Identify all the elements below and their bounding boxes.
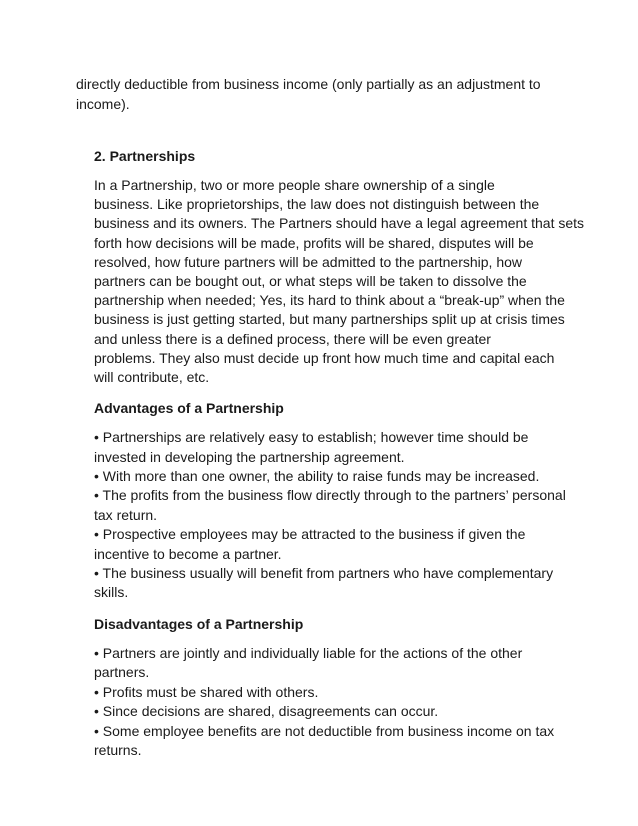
intro-line: directly deductible from business income (only partially as an adjustment to bbox=[76, 76, 541, 92]
section-title: 2. Partnerships bbox=[94, 148, 196, 164]
body-line: business and its owners. The Partners should have a legal agreement that sets bbox=[94, 215, 585, 232]
list-item bbox=[94, 702, 574, 721]
list-item bbox=[94, 467, 574, 486]
list-item-line: tax return. bbox=[94, 506, 158, 523]
list-item-line: • Profits must be shared with others. bbox=[94, 683, 319, 700]
list-item-line: • Since decisions are shared, disagreements can occur. bbox=[94, 703, 439, 720]
list-item bbox=[94, 683, 574, 702]
body-line: business. Like proprietorships, the law does not distinguish between the bbox=[94, 196, 540, 213]
list-item-line: • The business usually will benefit from partners who have complementary bbox=[94, 565, 554, 582]
list-item-line: skills. bbox=[94, 584, 129, 601]
list-item-line: • The profits from the business flow directly through to the partners’ personal bbox=[94, 487, 566, 504]
list-item-line: • Prospective employees may be attracted to the business if given the bbox=[94, 526, 526, 543]
list-item bbox=[94, 525, 574, 564]
body-line: partnership when needed; Yes, its hard to think about a “break-up” when the bbox=[94, 292, 565, 309]
list-item bbox=[94, 564, 574, 603]
disadvantages-list bbox=[94, 644, 574, 760]
partnerships-section bbox=[94, 146, 585, 760]
intro-line: income). bbox=[76, 96, 130, 112]
advantages-heading: Advantages of a Partnership bbox=[94, 400, 284, 417]
disadvantages-heading: Disadvantages of a Partnership bbox=[94, 615, 304, 632]
list-item bbox=[94, 644, 574, 683]
body-line: business is just getting started, but many partnerships split up at crisis times bbox=[94, 311, 565, 328]
list-item bbox=[94, 428, 574, 467]
body-line: will contribute, etc. bbox=[94, 369, 210, 386]
list-item-line: • Some employee benefits are not deductible from business income on tax bbox=[94, 722, 555, 739]
body-line: resolved, how future partners will be admitted to the partnership, how bbox=[94, 253, 523, 270]
list-item-line: invested in developing the partnership agreement. bbox=[94, 448, 405, 465]
body-line: partners can be bought out, or what steps will be taken to dissolve the bbox=[94, 273, 527, 290]
body-line: and unless there is a defined process, there will be even greater bbox=[94, 330, 491, 347]
list-item-line: returns. bbox=[94, 741, 142, 758]
list-item-line: incentive to become a partner. bbox=[94, 545, 282, 562]
body-line: In a Partnership, two or more people share ownership of a single bbox=[94, 177, 495, 193]
list-item bbox=[94, 722, 574, 761]
list-item-line: • With more than one owner, the ability to raise funds may be increased. bbox=[94, 468, 540, 485]
list-item-line: • Partners are jointly and individually liable for the actions of the other bbox=[94, 644, 523, 661]
advantages-list bbox=[94, 428, 574, 603]
section-body bbox=[94, 176, 585, 387]
list-item bbox=[94, 486, 574, 525]
intro-paragraph bbox=[76, 74, 576, 114]
list-item-line: • Partnerships are relatively easy to establish; however time should be bbox=[94, 429, 529, 446]
body-line: problems. They also must decide up front how much time and capital each bbox=[94, 349, 555, 366]
list-item-line: partners. bbox=[94, 664, 150, 681]
body-line: forth how decisions will be made, profits will be shared, disputes will be bbox=[94, 234, 534, 251]
